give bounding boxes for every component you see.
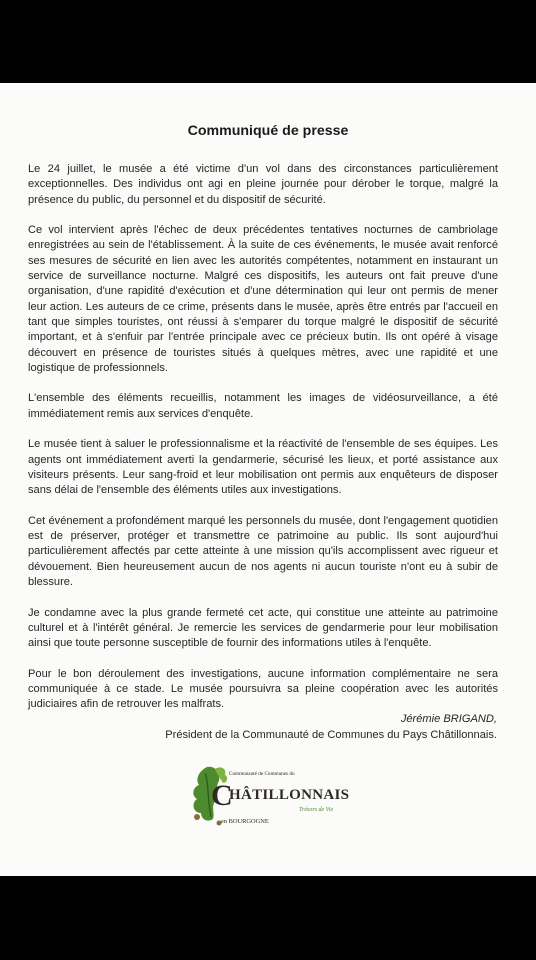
paragraph-6: Je condamne avec la plus grande fermeté cet acte, qui constitue une atteinte au patrimoine culturel et à l'intérêt général. Je remercie les services de gendarmerie pour leur mobilisation ainsi que toute personne susceptible de fournir des informations utiles à l'enquête. — [28, 606, 498, 650]
paragraph-7: Pour le bon déroulement des investigations, aucune information complémentaire ne sera communiquée à ce stade. Le musée poursuivra sa pleine coopération avec les autorités judiciaires afin de retrouver les malfrats. — [28, 667, 498, 711]
paragraph-1: Le 24 juillet, le musée a été victime d'un vol dans des circonstances particulièrement exceptionnelles. Des individus ont agi en pleine journée pour dérober le torque, malgré la présence du public, du personnel et du dispositif de sécurité. — [28, 163, 498, 206]
paragraph-3: L'ensemble des éléments recueillis, notamment les images de vidéosurveillance, a été immédiatement remis aux services d'enquête. — [28, 392, 498, 420]
logo-initial-c: C — [211, 779, 233, 812]
logo-top-line: Communauté de Communes du — [229, 771, 295, 777]
logo-graphic — [185, 761, 355, 833]
page-title: Communiqué de presse — [187, 123, 349, 139]
paragraph-2: Ce vol intervient après l'échec de deux précédentes tentatives nocturnes de cambriolage enregistrées au sein de l'établissement. À la suite de ces événements, le musée avait renforcé ses mesures de sécurité en lien avec les autorités compétentes, notamment en instaurant un service de surveillance nocturne. Malgré ces dispositifs, les auteurs ont fait preuve d'une organisation, d'une rapidité d'exécution et d'une détermination qui leur ont permis de mener leur action. Les auteurs de ce crime, présents dans le musée, après être entrés par l'accueil en tant que simples touristes, ont réussi à s'emparer du torque malgré le dispositif de sécurité important, et à s'enfuir par l'entrée principale avec ce précieux butin. Ils ont opéré à visage découvert en présence de touristes situés à quelques mètres, avec une rapidité et une logistique de professionnels. — [28, 224, 498, 374]
logo-region: en BOURGOGNE — [221, 818, 269, 825]
signature-block — [165, 711, 497, 743]
press-release-body — [28, 162, 498, 728]
logo-brand: HÂTILLONNAIS — [229, 787, 350, 803]
signatory-name: Jérémie BRIGAND, — [400, 713, 497, 725]
paragraph-5: Cet événement a profondément marqué les personnels du musée, dont l'engagement quotidien est de préserver, protéger et transmettre ce patrimoine au public. Ils sont aujourd'hui particulièrement affectés par cette atteinte à une mission qu'ils accomplissent avec rigueur et dévouement. Bien heureusement aucun de nos agents ni aucun touriste n'ont eu à subir de blessure. — [28, 514, 498, 589]
press-release-page — [0, 83, 536, 876]
paragraph-4: Le musée tient à saluer le professionnalisme et la réactivité de l'ensemble de ses équipes. Les agents ont immédiatement averti la gendarmerie, sécurisé les lieux, et porté assistance aux visiteurs présents. Leur sang-froid et leur mobilisation ont permis aux enquêteurs de disposer sans délai de l'ensemble des éléments utiles aux investigations. — [28, 438, 498, 497]
chatillonnais-logo — [185, 761, 355, 833]
signatory-title: Président de la Communauté de Communes du Pays Châtillonnais. — [165, 729, 497, 741]
logo-tagline: Trésors de Vie — [299, 807, 334, 813]
